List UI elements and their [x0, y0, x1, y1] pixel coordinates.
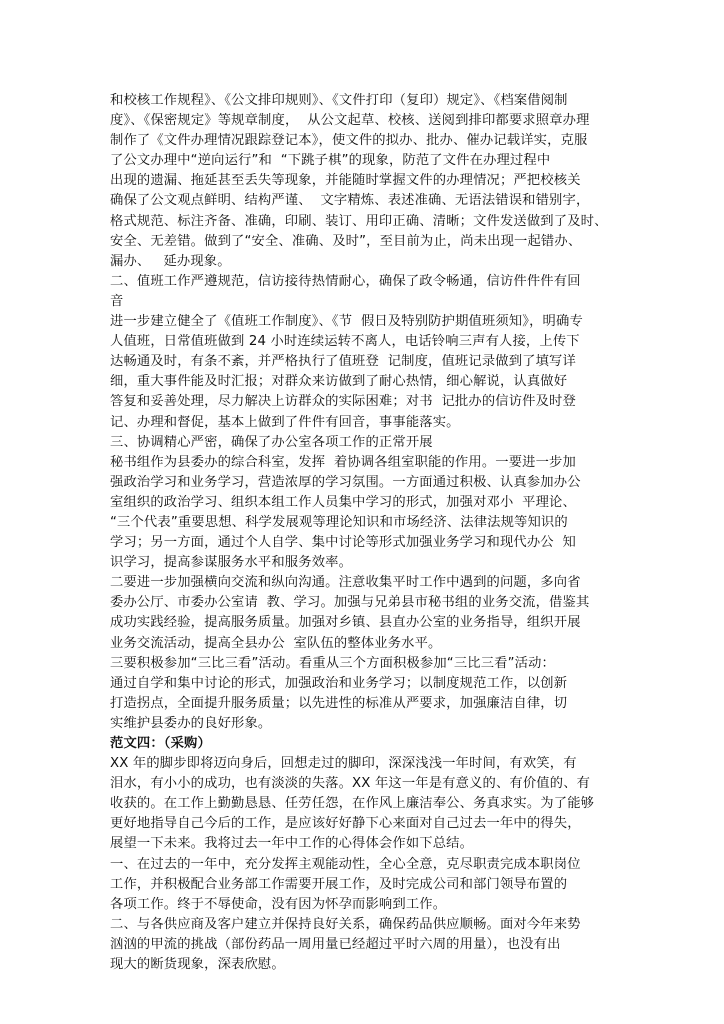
text-line: 记、办理和督促，基本上做到了件件有回音，事事能落实。 — [110, 414, 460, 430]
text-line: 成功实践经验，提高服务质量。加强对乡镇、县直办公室的业务指导，组织开展 — [110, 615, 581, 631]
text-line: 安全、无差错。做到了“安全、准确、及时”，至目前为止，尚未出现一起错办、 — [110, 233, 582, 249]
text-line: XX 年的脚步即将迈向身后，回想走过的脚印，深深浅浅一年时间，有欢笑，有 — [110, 756, 577, 772]
text-line: 漏办、 延办现象。 — [110, 253, 231, 269]
text-line: 达畅通及时，有条不紊，并严格执行了值班登 记制度，值班记录做到了填写详 — [110, 354, 576, 370]
text-line: 三要积极参加“三比三看”活动。看重从三个方面积极参加“三比三看”活动： — [110, 655, 556, 671]
text-line: 二、与各供应商及客户建立并保持良好关系，确保药品供应顺畅。面对今年来势 — [110, 916, 581, 932]
text-line: 各项工作。终于不辱使命，没有因为怀孕而影响到工作。 — [110, 896, 447, 912]
text-line: 更好地指导自己今后的工作，是应该好好静下心来面对自己过去一年中的得失， — [110, 816, 581, 832]
text-line: 收获的。在工作上勤勤恳恳、任劳任怨，在作风上廉洁奉公、务真求实。为了能够 — [110, 796, 595, 812]
sample-heading: 范文四：（采购） — [110, 736, 211, 751]
text-line: 秘书组作为县委办的综合科室，发挥 着协调各组室职能的作用。一要进一步加 — [110, 454, 576, 470]
text-line: 实维护县委办的良好形象。 — [110, 715, 272, 731]
text-line: 一、在过去的一年中，充分发挥主观能动性，全心全意，克尽职责完成本职岗位 — [110, 856, 581, 872]
document-body — [110, 91, 652, 975]
text-line: 和校核工作规程》、《公文排印规则》、《文件打印（复印）规定》、《档案借阅制 — [110, 93, 568, 108]
section-heading: 音 — [110, 293, 124, 309]
text-line: “三个代表”重要思想、科学发展观等理论知识和市场经济、法律法规等知识的 — [110, 514, 568, 530]
text-line: 确保了公文观点鲜明、结构严谨、 文字精炼、表述准确、无语法错误和错别字， — [110, 193, 590, 209]
text-line: 强政治学习和业务学习，营造浓厚的学习氛围。一方面通过积极、认真参加办公 — [110, 474, 581, 490]
section-heading: 二、值班工作严遵规范，信访接待热情耐心，确保了政令畅通，信访件件件有回 — [110, 273, 581, 289]
text-line: 了公文办理中“逆向运行”和 “下跳子棋”的现象，防范了文件在办理过程中 — [110, 153, 551, 169]
text-line: 二要进一步加强横向交流和纵向沟通。注意收集平时工作中遇到的问题，多向省 — [110, 575, 581, 591]
text-line: 业务交流活动，提高全县办公 室队伍的整体业务水平。 — [110, 635, 442, 651]
text-line: 展望一下未来。我将过去一年中工作的心得体会作如下总结。 — [110, 836, 474, 852]
text-line: 答复和妥善处理，尽力解决上访群众的实际困难；对书 记批办的信访件及时登 — [110, 394, 576, 410]
text-line: 进一步建立健全了《值班工作制度》、《节 假日及特别防护期值班须知》，明确专 — [110, 314, 583, 330]
text-line: 通过自学和集中讨论的形式，加强政治和业务学习；以制度规范工作，以创新 — [110, 675, 568, 691]
text-line: 格式规范、标注齐备、准确，印刷、装订、用印正确、清晰；文件发送做到了及时、 — [110, 213, 608, 229]
text-line: 人值班，日常值班做到 24 小时连续运转不离人，电话铃响三声有人接，上传下 — [110, 334, 580, 350]
text-line: 泪水，有小小的成功，也有淡淡的失落。XX 年这一年是有意义的、有价值的、有 — [110, 776, 591, 792]
text-line: 现大的断货现象，深表欣慰。 — [110, 957, 285, 973]
text-line: 委办公厅、市委办公室请 教、学习。加强与兄弟县市秘书组的业务交流，借鉴其 — [110, 595, 590, 611]
text-line: 细，重大事件能及时汇报；对群众来访做到了耐心热情，细心解说，认真做好 — [110, 374, 568, 390]
text-line: 出现的遗漏、拖延甚至丢失等现象，并能随时掌握文件的办理情况；严把校核关 — [110, 173, 581, 189]
text-line: 度》、《保密规定》等规章制度， 从公文起草、校核、送阅到排印都要求照章办理 — [110, 113, 590, 129]
text-line: 室组织的政治学习、组织本组工作人员集中学习的形式，加强对邓小 平理论、 — [110, 494, 576, 510]
text-line: 工作，并积极配合业务部工作需要开展工作，及时完成公司和部门领导布置的 — [110, 876, 568, 892]
text-line: 学习；另一方面，通过个人自学、集中讨论等形式加强业务学习和现代办公 知 — [110, 535, 576, 551]
text-line: 汹汹的甲流的挑战（部份药品一周用量已经超过平时六周的用量），也没有出 — [110, 936, 561, 952]
text-line: 识学习，提高参谋服务水平和服务效率。 — [110, 555, 353, 571]
text-line: 制作了《文件办理情况跟踪登记本》，使文件的拟办、批办、催办记载详实，克服 — [110, 133, 588, 149]
text-line: 打造拐点，全面提升服务质量；以先进性的标准从严要求，加强廉洁自律，切 — [110, 695, 568, 711]
section-heading: 三、协调精心严密，确保了办公室各项工作的正常开展 — [110, 434, 433, 450]
